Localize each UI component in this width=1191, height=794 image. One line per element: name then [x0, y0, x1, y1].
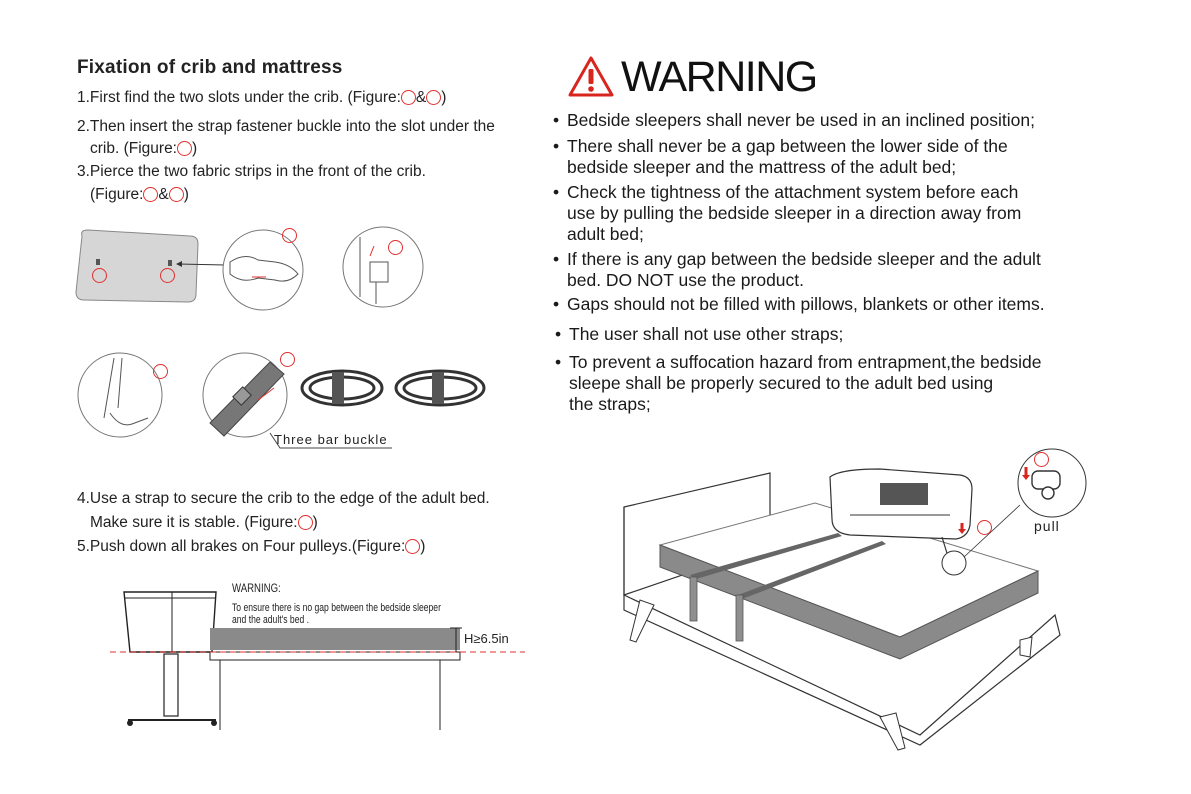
wheel: [211, 720, 217, 726]
sleeper-basket: [124, 592, 216, 652]
bed-frame: [210, 652, 460, 660]
step-3-line1: 3.Pierce the two fabric strips in the front of the crib.: [77, 163, 426, 180]
bullet-dot: •: [553, 110, 560, 130]
bed-leg: [1020, 637, 1032, 657]
height-label: H≥6.5in: [464, 631, 509, 646]
step-5: [77, 538, 425, 556]
strap-drop: [690, 577, 697, 621]
bullet-dot: •: [553, 249, 560, 269]
ampersand: &: [158, 186, 169, 203]
figure-marker: [405, 539, 420, 554]
step-1: [77, 89, 446, 107]
warning-item-text: Bedside sleepers shall never be used in an inclined position;: [567, 110, 1035, 130]
paren: ): [183, 186, 189, 203]
diagram-warning-line2: and the adult's bed .: [232, 614, 310, 626]
paren: ): [420, 538, 426, 555]
warning-item-text: use by pulling the bedside sleeper in a direction away from: [567, 203, 1022, 223]
warning-triangle-icon: [567, 55, 615, 99]
diagram-warning-title: WARNING:: [232, 581, 281, 595]
slot-left: [96, 259, 100, 265]
adult-mattress: [210, 628, 460, 650]
coiled-strap-1: [302, 371, 382, 405]
step-4-line2: [90, 514, 318, 532]
figure-marker: [177, 141, 192, 156]
warning-item-text: Gaps should not be filled with pillows, blankets or other items.: [567, 294, 1045, 314]
ampersand: &: [415, 89, 427, 106]
paren: ): [192, 140, 198, 157]
warning-item-text: If there is any gap between the bedside sleeper and the adult: [567, 249, 1041, 269]
figure-marker: [282, 228, 297, 243]
warning-item-text: Check the tightness of the attachment system before each: [567, 182, 1019, 202]
step-3-text: (Figure:: [90, 186, 144, 203]
bullet-dot: •: [555, 352, 562, 372]
callout-line: [964, 505, 1020, 557]
bullet-dot: •: [553, 136, 560, 156]
bed-illustration: [620, 445, 1150, 755]
buckle-label: Three bar buckle: [274, 432, 388, 447]
brake-lever: [1032, 471, 1060, 489]
figure-marker: [92, 268, 107, 283]
warning-item-text: bedside sleeper and the mattress of the adult bed;: [567, 157, 957, 177]
figure-marker: [280, 352, 295, 367]
bed-leg: [880, 713, 905, 750]
figure-marker: [298, 515, 313, 530]
detail-slot: [343, 227, 423, 307]
figure-marker: [426, 90, 441, 105]
warning-item-text: To prevent a suffocation hazard from entrapment,the bedside: [569, 352, 1042, 372]
pull-label: pull: [1034, 518, 1060, 534]
paren: ): [312, 514, 318, 531]
bullet-dot: •: [553, 294, 560, 314]
sleeper-leg: [164, 654, 178, 716]
step-5-text: 5.Push down all brakes on Four pulleys.(Figure:: [77, 538, 406, 555]
figure-marker: [388, 240, 403, 255]
bullet-dot: •: [555, 324, 562, 344]
figure-marker: [1034, 452, 1049, 467]
wheel-highlight: [942, 551, 966, 575]
figure-marker: [153, 364, 168, 379]
coiled-strap-2: [396, 371, 484, 405]
step-2-line1: 2.Then insert the strap fastener buckle into the slot under the: [77, 118, 495, 135]
warning-item-text: There shall never be a gap between the lower side of the: [567, 136, 1008, 156]
crib-underside: [76, 230, 198, 302]
warning-item-text: bed. DO NOT use the product.: [567, 270, 805, 290]
wheel: [127, 720, 133, 726]
step-4-text: Make sure it is stable. (Figure:: [90, 514, 298, 531]
paren: ): [441, 89, 447, 106]
warning-item-text: the straps;: [569, 394, 651, 414]
figure-marker: [143, 187, 158, 202]
section-title: Fixation of crib and mattress: [77, 57, 343, 78]
warning-header: [567, 50, 817, 104]
warning-item-text: adult bed;: [567, 224, 644, 244]
step-4-line1: 4.Use a strap to secure the crib to the edge of the adult bed.: [77, 490, 490, 507]
figure-marker: [169, 187, 184, 202]
step-3-line2: [90, 186, 189, 204]
figure-marker: [401, 90, 416, 105]
step-1-text: 1.First find the two slots under the crib. (Figure:: [77, 89, 401, 106]
warning-item-text: sleepe shall be properly secured to the adult bed using: [569, 373, 994, 393]
strap-drop: [736, 595, 743, 641]
step-2-text: crib. (Figure:: [90, 140, 177, 157]
figure-marker: [160, 268, 175, 283]
slot-right: [168, 260, 172, 266]
figure-marker: [977, 520, 992, 535]
sleeper-mesh: [880, 483, 928, 505]
wheel: [1042, 487, 1054, 499]
detail-fabric-strip: [78, 353, 162, 437]
warning-title: WARNING: [621, 52, 817, 101]
step-2-line2: [90, 140, 197, 158]
diagram-warning-line1: To ensure there is no gap between the bedside sleeper: [232, 602, 441, 614]
bullet-dot: •: [553, 182, 560, 202]
warning-item-text: The user shall not use other straps;: [569, 324, 844, 344]
